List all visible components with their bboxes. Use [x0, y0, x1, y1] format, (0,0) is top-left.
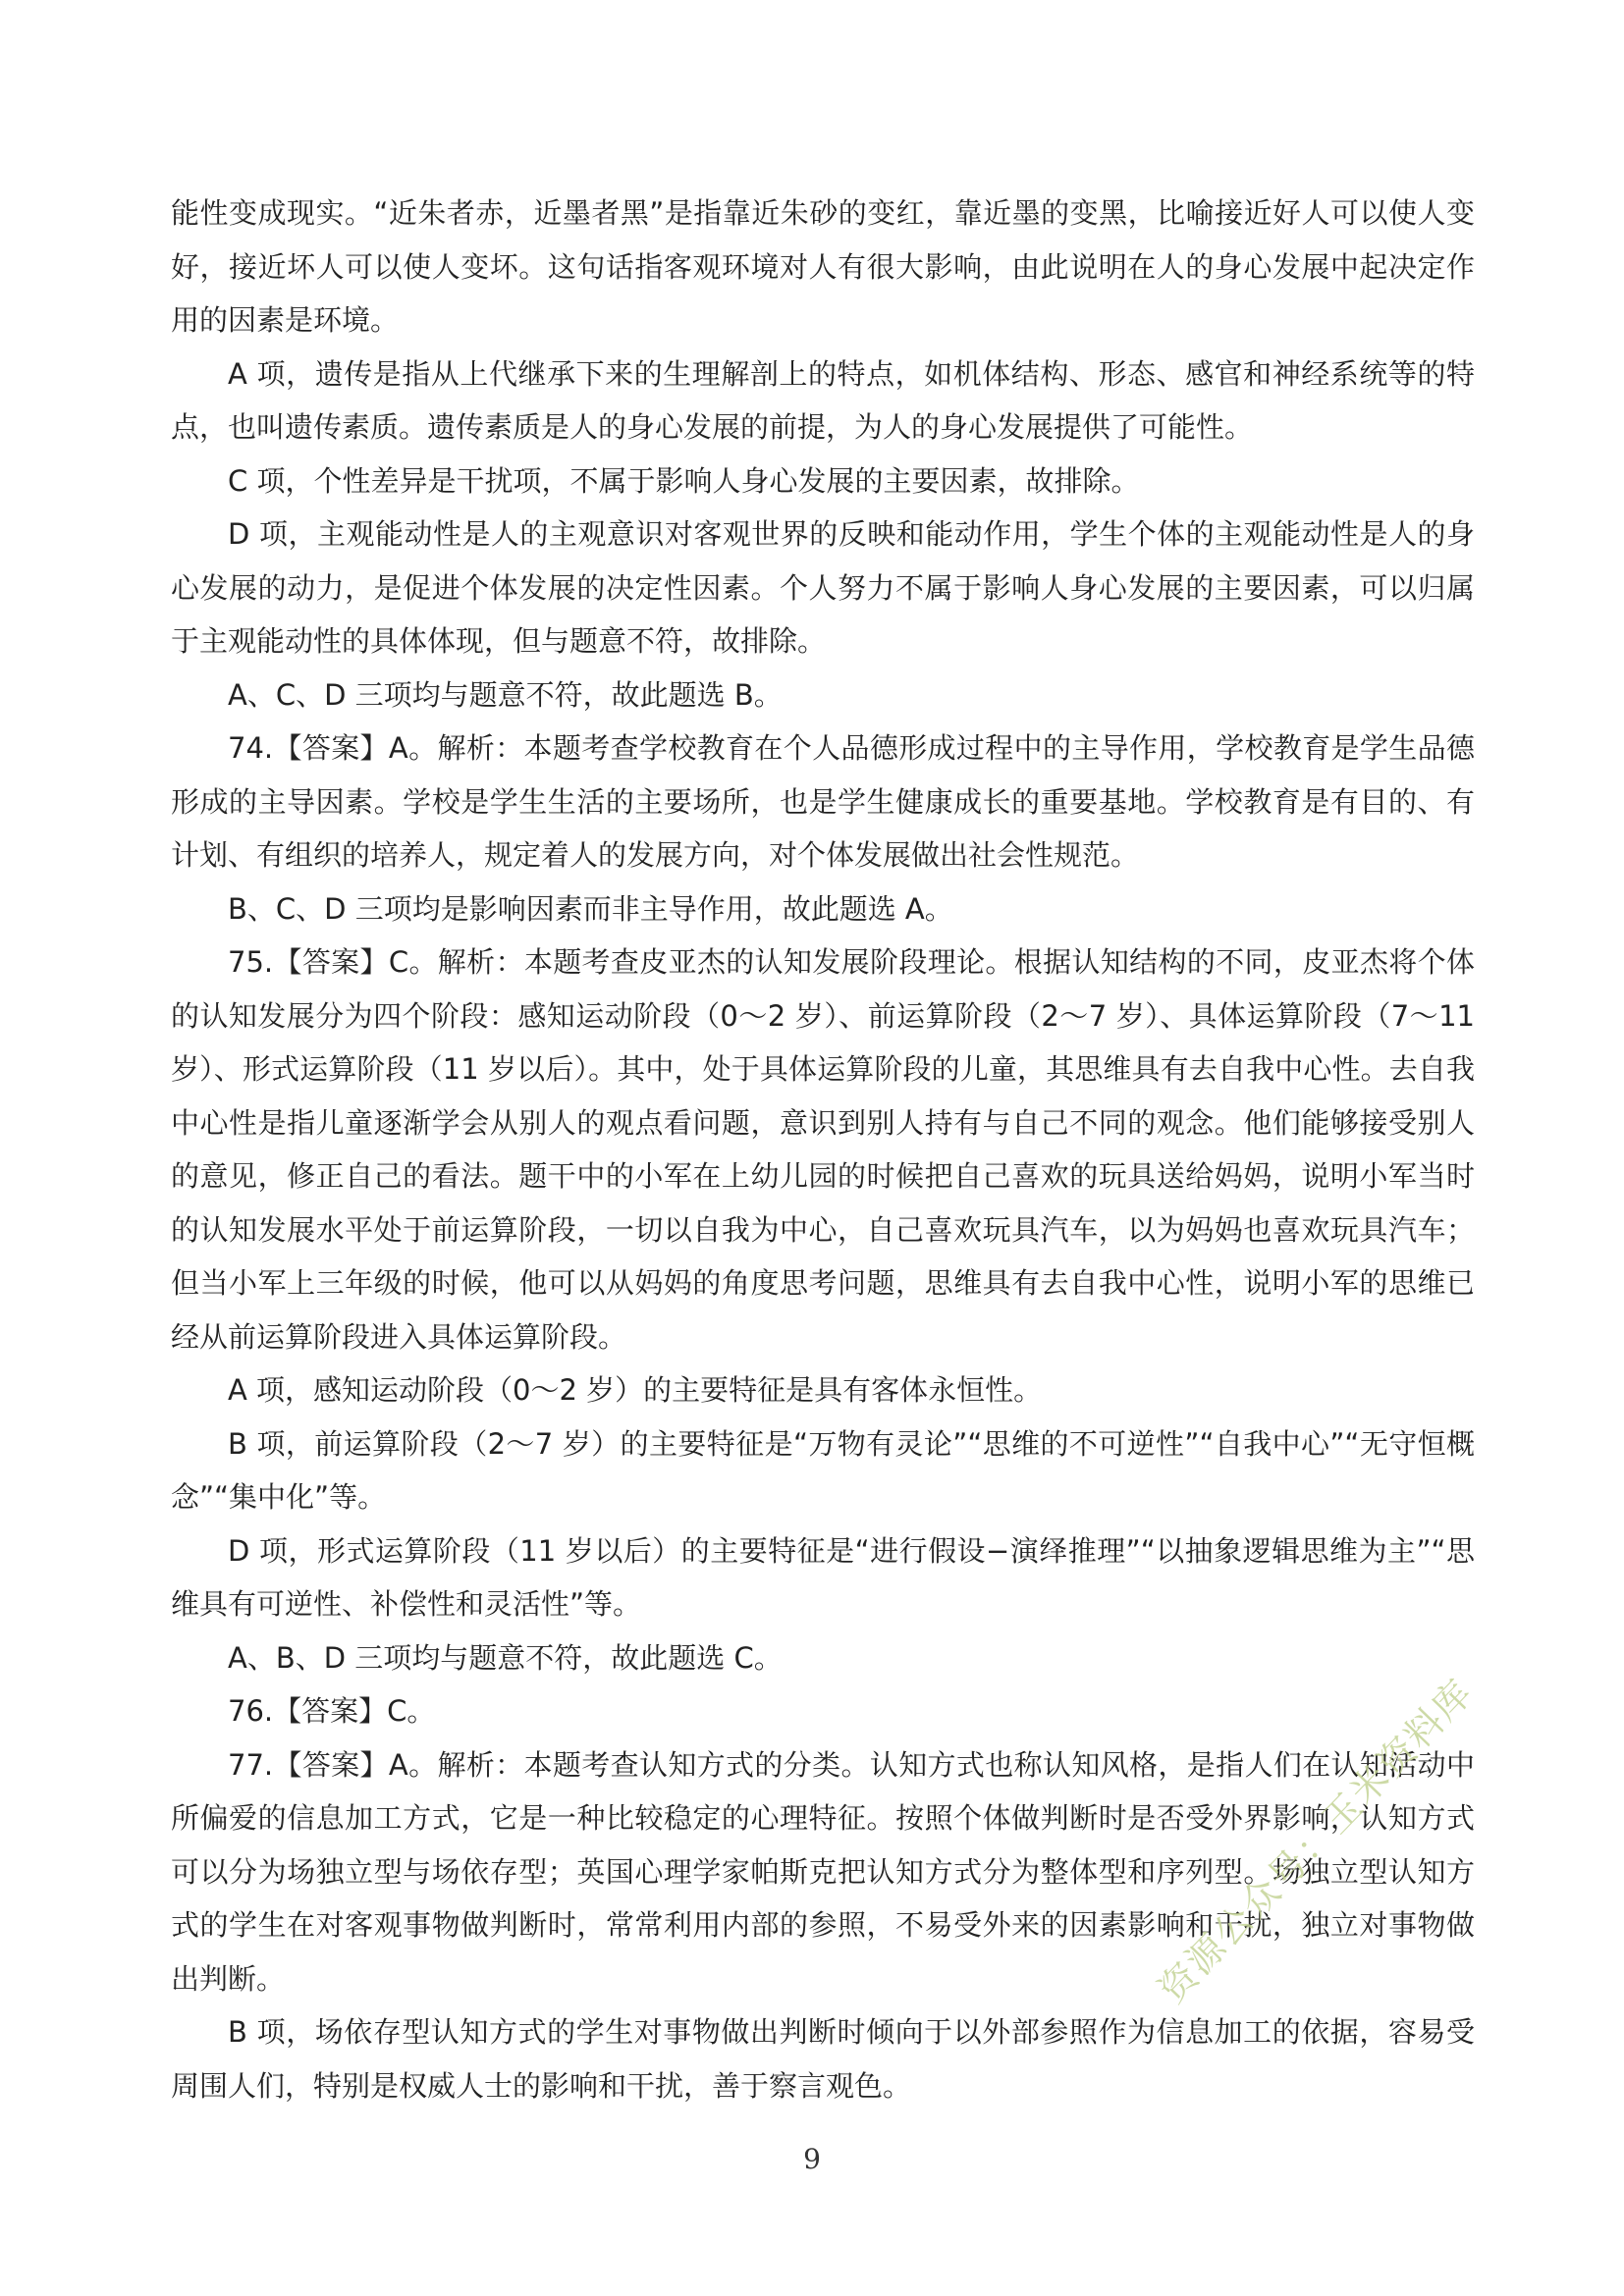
paragraph: 74.【答案】A。解析：本题考查学校教育在个人品德形成过程中的主导作用，学校教育是学生品德形成的主导因素。学校是学生生活的主要场所，也是学生健康成长的重要基地。学校教育是有目的、有计划、有组织的培养人，规定着人的发展方向，对个体发展做出社会性规范。 [171, 731, 1475, 872]
paragraph: 能性变成现实。“近朱者赤，近墨者黑”是指靠近朱砂的变红，靠近墨的变黑，比喻接近好人可以使人变好，接近坏人可以使人变坏。这句话指客观环境对人有很大影响，由此说明在人的身心发展中起决定作用的因素是环境。 [171, 196, 1475, 337]
paragraph: B、C、D 三项均是影响因素而非主导作用，故此题选 A。 [228, 891, 953, 926]
paragraph: C 项，个性差异是干扰项，不属于影响人身心发展的主要因素，故排除。 [228, 463, 1140, 498]
paragraph: D 项，主观能动性是人的主观意识对客观世界的反映和能动作用，学生个体的主观能动性是人的身心发展的动力，是促进个体发展的决定性因素。个人努力不属于影响人身心发展的主要因素，可以归属于主观能动性的具体体现，但与题意不符，故排除。 [171, 517, 1475, 658]
page-number: 9 [803, 2143, 821, 2175]
watermark: 资源公众号：玉米资料库 [1150, 1670, 1482, 2011]
paragraph: 75.【答案】C。解析：本题考查皮亚杰的认知发展阶段理论。根据认知结构的不同，皮亚杰将个体的认知发展分为四个阶段：感知运动阶段（0～2 岁）、前运算阶段（2～7 岁）、具体运算阶段（7～11 岁）、形式运算阶段（11 岁以后）。其中，处于具体运算阶段的儿童，其思维具有去自我中心性。去自我中心性是指儿童逐渐学会从别人的观点看问题，意识到别人持有与自己不同的观念。他们能够接受别人的意见，修正自己的看法。题干中的小军在上幼儿园的时候把自己喜欢的玩具送给妈妈，说明小军当时的认知发展水平处于前运算阶段，一切以自我为中心，自己喜欢玩具汽车，以为妈妈也喜欢玩具汽车；但当小军上三年级的时候，他可以从妈妈的角度思考问题，思维具有去自我中心性，说明小军的思维已经从前运算阶段进入具体运算阶段。 [171, 945, 1475, 1354]
paragraph: D 项，形式运算阶段（11 岁以后）的主要特征是“进行假设−演绎推理”“以抽象逻辑思维为主”“思维具有可逆性、补偿性和灵活性”等。 [171, 1533, 1475, 1621]
paragraph: A、C、D 三项均与题意不符，故此题选 B。 [228, 677, 783, 712]
paragraph: 76.【答案】C。 [228, 1694, 436, 1728]
paragraph: A、B、D 三项均与题意不符，故此题选 C。 [228, 1640, 783, 1675]
paragraph: A 项，遗传是指从上代继承下来的生理解剖上的特点，如机体结构、形态、感官和神经系统等的特点，也叫遗传素质。遗传素质是人的身心发展的前提，为人的身心发展提供了可能性。 [171, 356, 1475, 444]
paragraph: B 项，前运算阶段（2～7 岁）的主要特征是“万物有灵论”“思维的不可逆性”“自我中心”“无守恒概念”“集中化”等。 [171, 1426, 1475, 1514]
paragraph: B 项，场依存型认知方式的学生对事物做出判断时倾向于以外部参照作为信息加工的依据，容易受周围人们，特别是权威人士的影响和干扰，善于察言观色。 [171, 2015, 1475, 2103]
page-body [171, 187, 1482, 2112]
paragraph: A 项，感知运动阶段（0～2 岁）的主要特征是具有客体永恒性。 [228, 1373, 1043, 1407]
paragraph: 77.【答案】A。解析：本题考查认知方式的分类。认知方式也称认知风格，是指人们在认知活动中所偏爱的信息加工方式，它是一种比较稳定的心理特征。按照个体做判断时是否受外界影响，认知方式可以分为场独立型与场依存型；英国心理学家帕斯克把认知方式分为整体型和序列型。场独立型认知方式的学生在对客观事物做判断时，常常利用内部的参照，不易受外来的因素影响和干扰，独立对事物做出判断。 [171, 1747, 1475, 1996]
